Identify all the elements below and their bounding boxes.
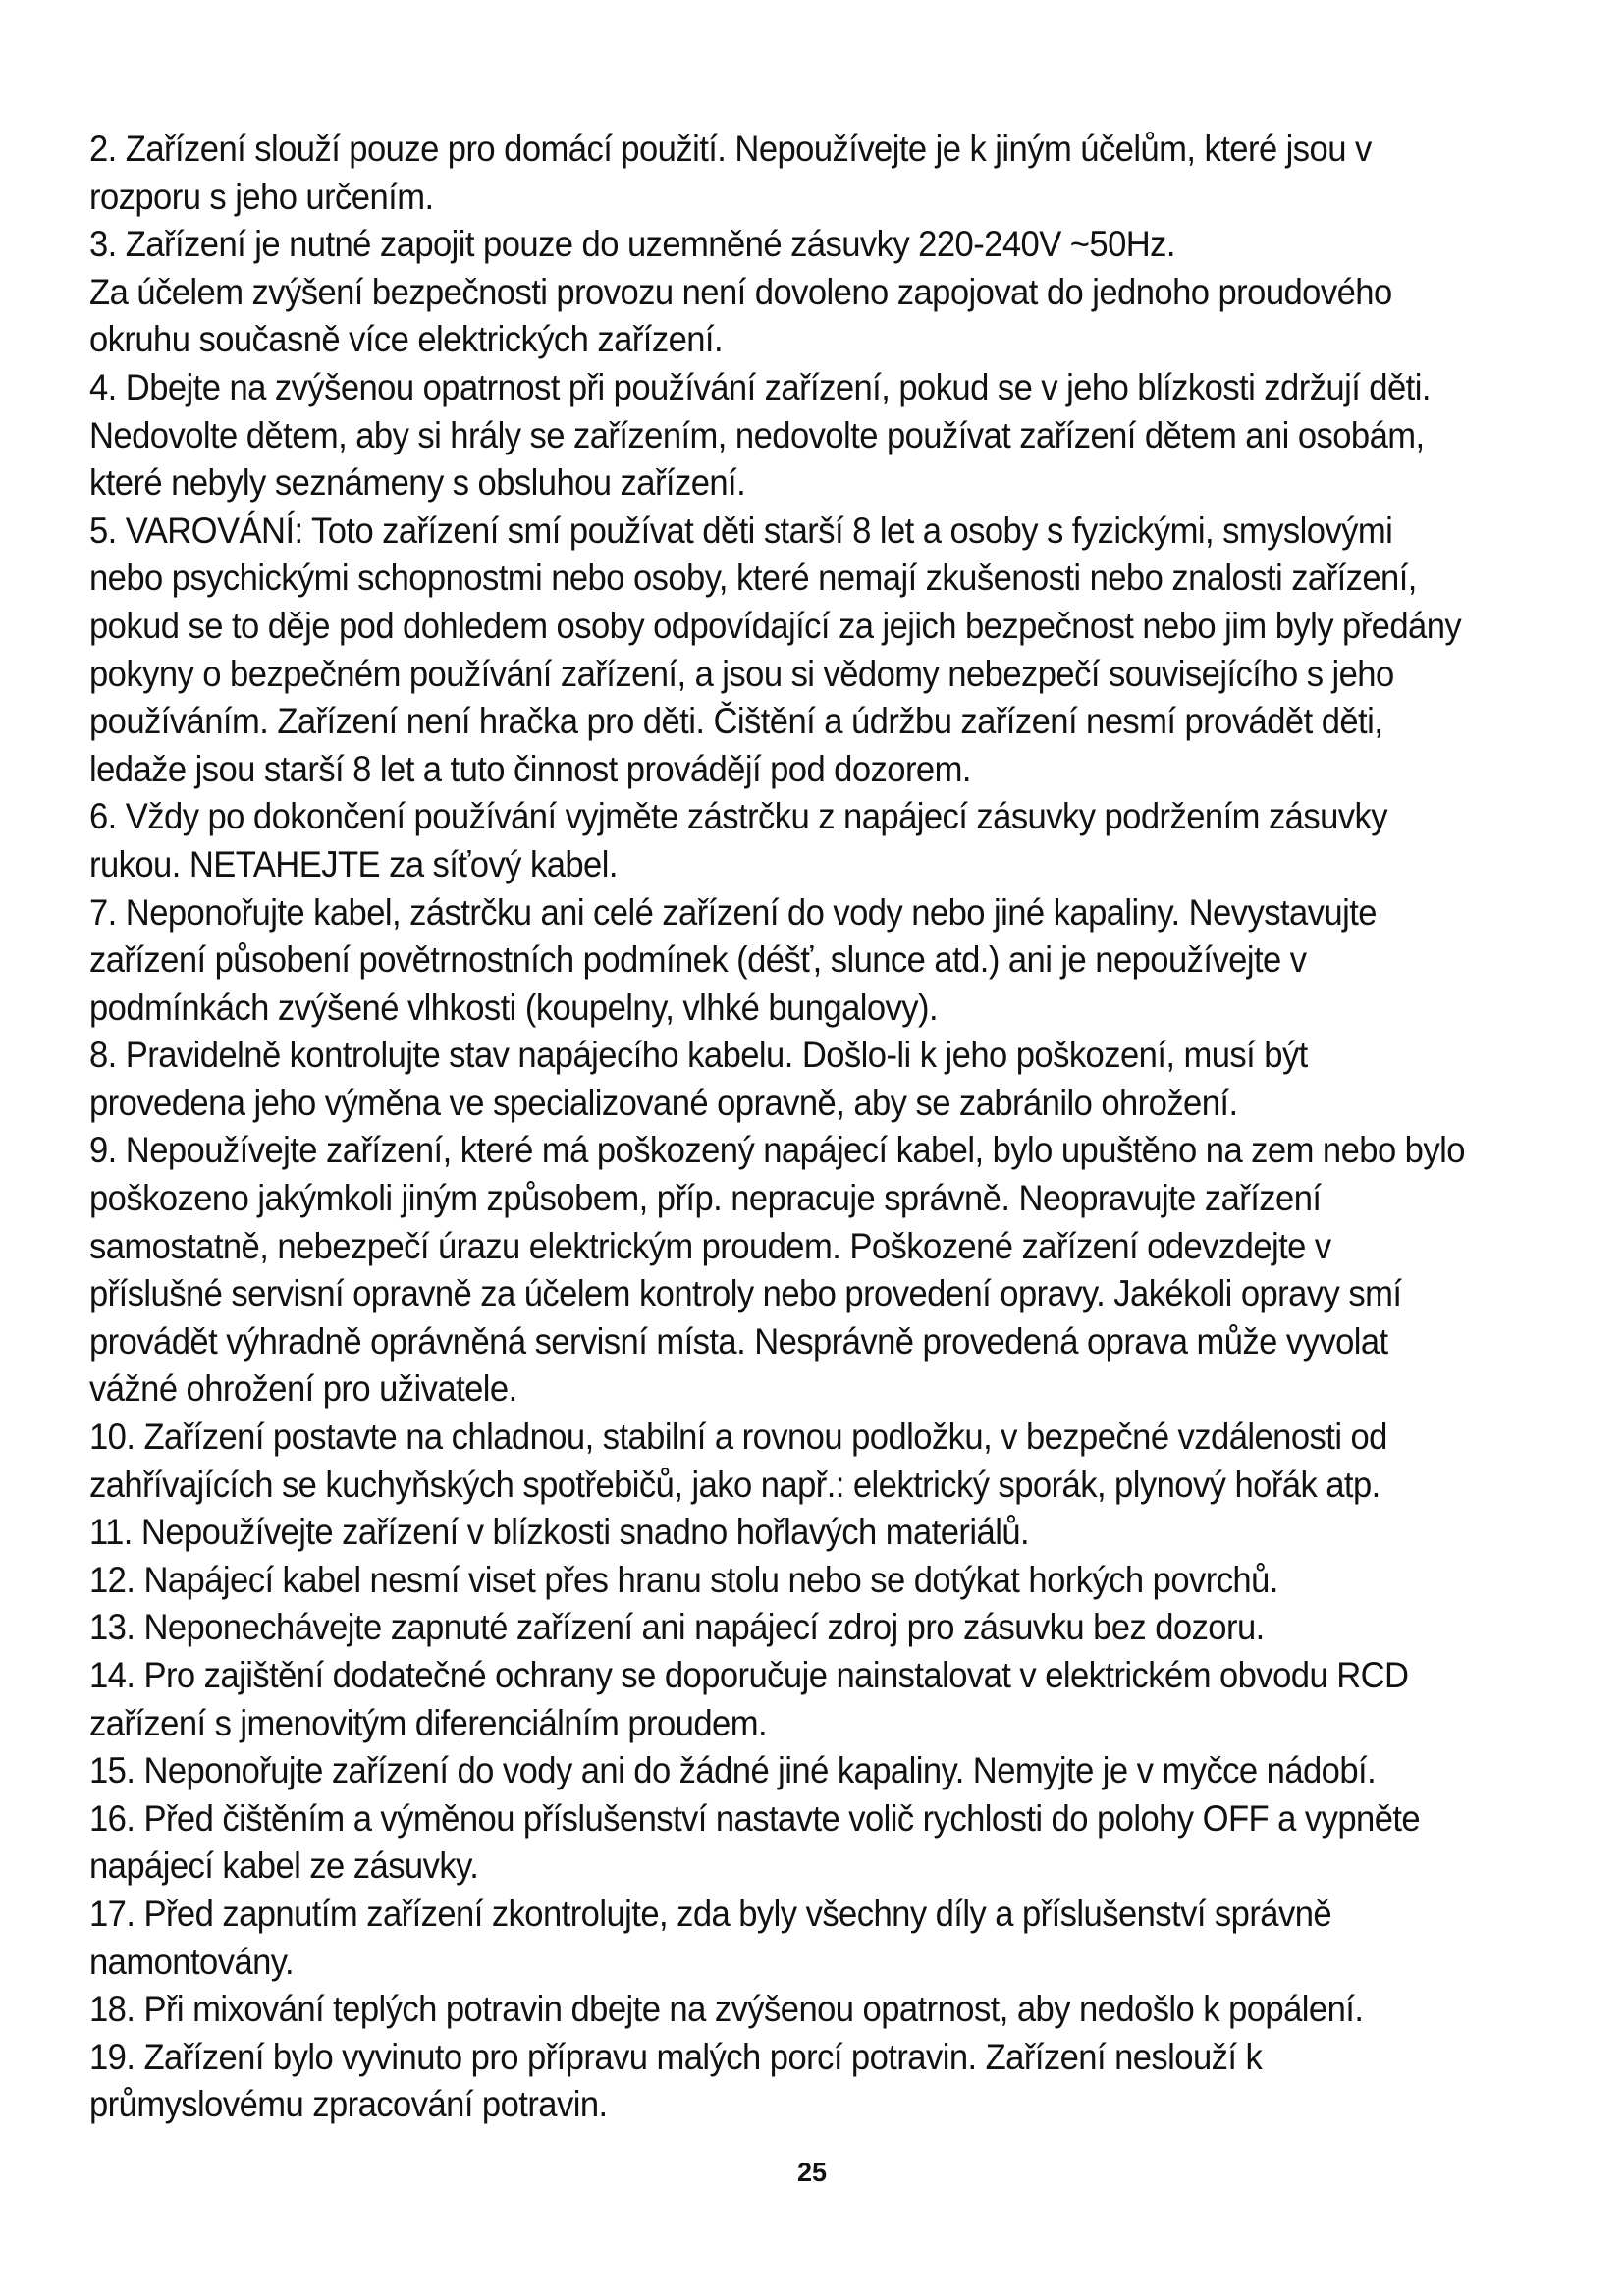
paragraph-17: 17. Před zapnutím zařízení zkontrolujte, zda byly všechny díly a příslušenství správně namontovány. xyxy=(89,1893,1332,1982)
paragraph-14: 14. Pro zajištění dodatečné ochrany se doporučuje nainstalovat v elektrickém obvodu RCD zařízení s jmenovitým diferenciálním proudem. xyxy=(89,1655,1409,1743)
paragraph-3: 3. Zařízení je nutné zapojit pouze do uzemněné zásuvky 220-240V ~50Hz. xyxy=(89,224,1175,265)
paragraph-6: 6. Vždy po dokončení používání vyjměte zástrčku z napájecí zásuvky podržením zásuvky rukou. NETAHEJTE za síťový kabel. xyxy=(89,796,1387,884)
paragraph-11: 11. Nepoužívejte zařízení v blízkosti snadno hořlavých materiálů. xyxy=(89,1512,1030,1553)
paragraph-7: 7. Neponořujte kabel, zástrčku ani celé zařízení do vody nebo jiné kapaliny. Nevystavujte zařízení působení povětrnostních podmínek (déšť, slunce atd.) ani je nepoužívejte v podmínkách zvýšené vlhkosti (koupelny, vlhké bungalovy). xyxy=(89,891,1377,1028)
page-number: 25 xyxy=(796,2158,828,2187)
paragraph-8: 8. Pravidelně kontrolujte stav napájecího kabelu. Došlo-li k jeho poškození, musí být provedena jeho výměna ve specializované opravně, aby se zabránilo ohrožení. xyxy=(89,1035,1308,1123)
paragraph-5: 5. VAROVÁNÍ: Toto zařízení smí používat děti starší 8 let a osoby s fyzickými, smyslovými nebo psychickými schopnostmi nebo osoby, které nemají zkušenosti nebo znalosti zařízení, pokud se to děje pod dohledem osoby odpovídající za jejich bezpečnost nebo jim byly předány pokyny o bezpečném používání zařízení, a jsou si vědomy nebezpečí souvisejícího s jeho používáním. Zařízení není hračka pro děti. Čištění a údržbu zařízení nesmí provádět děti, ledaže jsou starší 8 let a tuto činnost provádějí pod dozorem. xyxy=(89,509,1462,789)
paragraph-15: 15. Neponořujte zařízení do vody ani do žádné jiné kapaliny. Nemyjte je v myčce nádobí. xyxy=(89,1750,1377,1791)
paragraph-16: 16. Před čištěním a výměnou příslušenství nastavte volič rychlosti do polohy OFF a vypněte napájecí kabel ze zásuvky. xyxy=(89,1797,1421,1887)
paragraph-2: 2. Zařízení slouží pouze pro domácí použití. Nepoužívejte je k jiným účelům, které jsou v rozporu s jeho určením. xyxy=(89,129,1372,217)
paragraph-12: 12. Napájecí kabel nesmí viset přes hranu stolu nebo se dotýkat horkých povrchů. xyxy=(89,1559,1278,1600)
paragraph-19: 19. Zařízení bylo vyvinuto pro přípravu malých porcí potravin. Zařízení neslouží k průmyslovému zpracování potravin. xyxy=(89,2036,1263,2125)
paragraph-4: 4. Dbejte na zvýšenou opatrnost při používání zařízení, pokud se v jeho blízkosti zdržují děti. Nedovolte dětem, aby si hrály se zařízením, nedovolte používat zařízení dětem ani osobám, které nebyly seznámeny s obsluhou zařízení. xyxy=(89,366,1431,504)
paragraph-18: 18. Při mixování teplých potravin dbejte na zvýšenou opatrnost, aby nedošlo k popálení. xyxy=(89,1989,1364,2030)
paragraph-3-note: Za účelem zvýšení bezpečnosti provozu není dovoleno zapojovat do jednoho proudového okruhu současně více elektrických zařízení. xyxy=(89,271,1392,360)
paragraph-10: 10. Zařízení postavte na chladnou, stabilní a rovnou podložku, v bezpečné vzdálenosti od zahřívajících se kuchyňských spotřebičů, jako např.: elektrický sporák, plynový hořák atp. xyxy=(89,1416,1387,1505)
paragraph-9: 9. Nepoužívejte zařízení, které má poškozený napájecí kabel, bylo upuštěno na zem nebo bylo poškozeno jakýmkoli jiným způsobem, příp. nepracuje správně. Neopravujte zařízení samostatně, nebezpečí úrazu elektrickým proudem. Poškozené zařízení odevzdejte v příslušné servisní opravně za účelem kontroly nebo provedení opravy. Jakékoli opravy smí provádět výhradně oprávněná servisní místa. Nesprávně provedená oprava může vyvolat vážné ohrožení pro uživatele. xyxy=(89,1130,1465,1410)
safety-instructions xyxy=(89,126,1467,2129)
paragraph-13: 13. Neponechávejte zapnuté zařízení ani napájecí zdroj pro zásuvku bez dozoru. xyxy=(89,1607,1265,1648)
